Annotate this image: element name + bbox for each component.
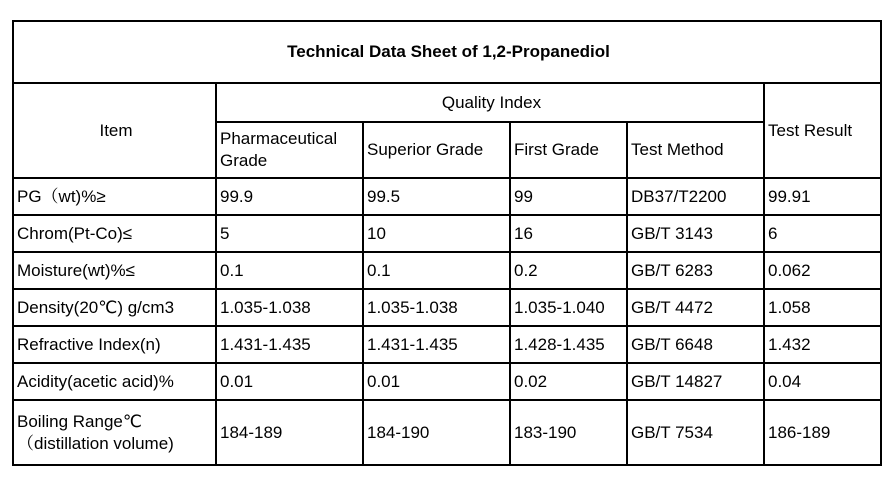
first-cell: 183-190 bbox=[510, 400, 627, 465]
item-line-1: Boiling Range℃ bbox=[17, 411, 142, 431]
first-cell: 1.035-1.040 bbox=[510, 289, 627, 326]
method-cell: GB/T 3143 bbox=[627, 215, 764, 252]
item-cell: Density(20℃) g/cm3 bbox=[13, 289, 216, 326]
first-cell: 0.02 bbox=[510, 363, 627, 400]
sheet-title: Technical Data Sheet of 1,2-Propanediol bbox=[13, 21, 881, 83]
pharma-cell: 1.035-1.038 bbox=[216, 289, 363, 326]
method-cell: GB/T 6283 bbox=[627, 252, 764, 289]
table-row bbox=[13, 400, 881, 465]
test-result-header: Test Result bbox=[764, 83, 881, 178]
first-cell: 16 bbox=[510, 215, 627, 252]
first-grade-header: First Grade bbox=[510, 122, 627, 178]
method-cell: DB37/T2200 bbox=[627, 178, 764, 215]
superior-cell: 1.035-1.038 bbox=[363, 289, 510, 326]
table-row bbox=[13, 326, 881, 363]
technical-data-table bbox=[12, 20, 882, 466]
superior-cell: 1.431-1.435 bbox=[363, 326, 510, 363]
item-cell: Refractive Index(n) bbox=[13, 326, 216, 363]
pharma-cell: 99.9 bbox=[216, 178, 363, 215]
item-cell: Acidity(acetic acid)% bbox=[13, 363, 216, 400]
test-method-header: Test Method bbox=[627, 122, 764, 178]
result-cell: 186-189 bbox=[764, 400, 881, 465]
method-cell: GB/T 7534 bbox=[627, 400, 764, 465]
pharma-cell: 1.431-1.435 bbox=[216, 326, 363, 363]
result-cell: 0.062 bbox=[764, 252, 881, 289]
pharma-cell: 184-189 bbox=[216, 400, 363, 465]
result-cell: 1.058 bbox=[764, 289, 881, 326]
superior-cell: 184-190 bbox=[363, 400, 510, 465]
result-cell: 99.91 bbox=[764, 178, 881, 215]
item-cell: Chrom(Pt-Co)≤ bbox=[13, 215, 216, 252]
pharma-cell: 0.1 bbox=[216, 252, 363, 289]
superior-cell: 10 bbox=[363, 215, 510, 252]
method-cell: GB/T 14827 bbox=[627, 363, 764, 400]
result-cell: 1.432 bbox=[764, 326, 881, 363]
item-cell: Moisture(wt)%≤ bbox=[13, 252, 216, 289]
result-cell: 0.04 bbox=[764, 363, 881, 400]
title-row bbox=[13, 21, 881, 83]
result-cell: 6 bbox=[764, 215, 881, 252]
pharmaceutical-grade-header: Pharmaceutical Grade bbox=[216, 122, 363, 178]
pharma-cell: 0.01 bbox=[216, 363, 363, 400]
table-row bbox=[13, 178, 881, 215]
item-cell bbox=[13, 400, 216, 465]
table-row bbox=[13, 289, 881, 326]
first-cell: 99 bbox=[510, 178, 627, 215]
first-cell: 0.2 bbox=[510, 252, 627, 289]
table-row bbox=[13, 215, 881, 252]
item-line-2: （distillation volume) bbox=[17, 433, 174, 453]
method-cell: GB/T 6648 bbox=[627, 326, 764, 363]
superior-grade-header: Superior Grade bbox=[363, 122, 510, 178]
table-row bbox=[13, 363, 881, 400]
item-cell: PG（wt)%≥ bbox=[13, 178, 216, 215]
superior-cell: 0.1 bbox=[363, 252, 510, 289]
header-row bbox=[13, 83, 881, 122]
quality-index-header: Quality Index bbox=[216, 83, 764, 122]
superior-cell: 0.01 bbox=[363, 363, 510, 400]
method-cell: GB/T 4472 bbox=[627, 289, 764, 326]
table-row bbox=[13, 252, 881, 289]
superior-cell: 99.5 bbox=[363, 178, 510, 215]
item-header: Item bbox=[13, 83, 216, 178]
first-cell: 1.428-1.435 bbox=[510, 326, 627, 363]
pharma-cell: 5 bbox=[216, 215, 363, 252]
